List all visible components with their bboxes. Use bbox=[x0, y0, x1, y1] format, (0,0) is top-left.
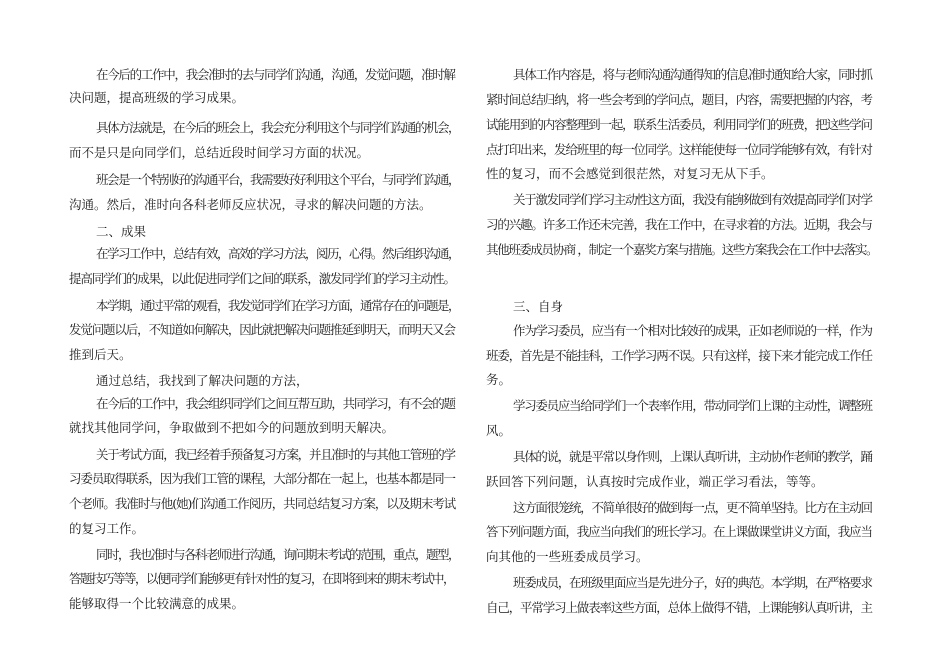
text-line: 风。 bbox=[486, 423, 512, 438]
text-line: 答题技巧等等，以便同学们能够更有针对性的复习，在即将到来的期末考试中， bbox=[69, 571, 455, 586]
text-line: 而不是只是向同学们，总结近段时间学习方面的状况。 bbox=[69, 145, 370, 160]
text-line: 通过总结，我找到了解决问题的方法， bbox=[96, 373, 309, 388]
text-line: 发觉问题以后，不知道如何解决，因此就把解决问题推延到明天，而明天又会 bbox=[69, 322, 455, 337]
text-line: 就找其他同学问，争取做到不把如今的问题放到明天解决。 bbox=[69, 420, 395, 435]
text-line: 具体的说，就是平常以身作则，上课认真听讲，主动协作老师的教学，踊 bbox=[513, 449, 872, 464]
text-line: 习的兴趣。许多工作还未完善，我在工作中，在寻求着的方法。近期，我会与 bbox=[486, 217, 872, 232]
text-line: 三、自身 bbox=[513, 299, 564, 314]
text-line: 的复习工作。 bbox=[69, 521, 145, 536]
text-line: 能够取得一个比较满意的成果。 bbox=[69, 596, 245, 611]
text-line: 决问题，提高班级的学习成果。 bbox=[69, 90, 245, 105]
text-line: 点打印出来，发给班里的每一位同学。这样能使每一位同学能够有效，有针对 bbox=[486, 142, 872, 157]
text-line: 关于激发同学们学习主动性这方面，我没有能够做到有效提高同学们对学 bbox=[513, 192, 872, 207]
text-line: 这方面很笼统，不简单很好的做到每一点，更不简单坚持。比方在主动回 bbox=[513, 500, 872, 515]
text-line: 性的复习，而不会感觉到很茫然，对复习无从下手。 bbox=[486, 166, 774, 181]
text-line: 推到后天。 bbox=[69, 347, 132, 362]
text-line: 习委员取得联系，因为我们工管的课程，大部分都在一起上，也基本都是同一 bbox=[69, 471, 455, 486]
text-line: 试能用到的内容整理到一起，联系生活委员，利用同学们的班费，把这些学问 bbox=[486, 117, 872, 132]
text-line: 提高同学们的成果，以此促进同学们之间的联系，激发同学们的学习主动性。 bbox=[69, 271, 455, 286]
text-line: 本学期，通过平常的观看，我发觉同学们在学习方面，通常存在的问题是， bbox=[96, 298, 460, 313]
text-line: 务。 bbox=[486, 372, 512, 387]
text-line: 作为学习委员，应当有一个相对比较好的成果，正如老师说的一样，作为 bbox=[513, 323, 872, 338]
text-line: 答下列问题方面，我应当向我们的班长学习。在上课做课堂讲义方面，我应当 bbox=[486, 524, 872, 539]
text-line: 沟通。然后，准时向各科老师反应状况，寻求的解决问题的方法。 bbox=[69, 197, 432, 212]
text-line: 班会是一个特别好的沟通平台，我需要好好利用这个平台，与同学们沟通， bbox=[96, 172, 460, 187]
text-line: 二、成果 bbox=[96, 224, 147, 239]
text-line: 向其他的一些班委成员学习。 bbox=[486, 549, 649, 564]
text-line: 跃回答下列问题，认真按时完成作业，端正学习看法，等等。 bbox=[486, 474, 824, 489]
text-line: 在今后的工作中，我会准时的去与同学们沟通，沟通，发觉问题，准时解 bbox=[96, 67, 455, 82]
text-line: 个老师。我准时与他(她)们沟通工作阅历，共同总结复习方案，以及期末考试 bbox=[69, 496, 456, 511]
text-line: 同时，我也准时与各科老师进行沟通，询问期末考试的范围，重点，题型， bbox=[96, 547, 460, 562]
text-line: 其他班委成员协商 ，制定一个嘉奖方案与措施。这些方案我会在工作中去落实。 bbox=[486, 242, 878, 257]
text-line: 班委，首先是不能挂科，工作学习两不误。只有这样，接下来才能完成工作任 bbox=[486, 348, 872, 363]
text-line: 自己，平常学习上做表率这些方面，总体上做得不错，上课能够认真听讲，主 bbox=[486, 600, 872, 615]
text-line: 具体工作内容是，将与老师沟通沟通得知的信息准时通知给大家，同时抓 bbox=[513, 67, 872, 82]
text-line: 学习委员应当给同学们一个表率作用，带动同学们上课的主动性，调整班 bbox=[513, 398, 872, 413]
text-line: 班委成员，在班级里面应当是先进分子，好的典范。本学期，在严格要求 bbox=[513, 575, 872, 590]
text-line: 关于考试方面，我已经着手预备复习方案，并且准时的与其他工管班的学 bbox=[96, 447, 455, 462]
text-line: 具体方法就是，在今后的班会上，我会充分利用这个与同学们沟通的机会， bbox=[96, 120, 460, 135]
text-line: 在学习工作中，总结有效，高效的学习方法，阅历，心得。然后组织沟通， bbox=[96, 246, 460, 261]
text-line: 在今后的工作中，我会组织同学们之间互帮互助，共同学习，有不会的题 bbox=[96, 396, 455, 411]
text-line: 紧时间总结归纳，将一些会考到的学问点，题目，内容，需要把握的内容，考 bbox=[486, 92, 872, 107]
